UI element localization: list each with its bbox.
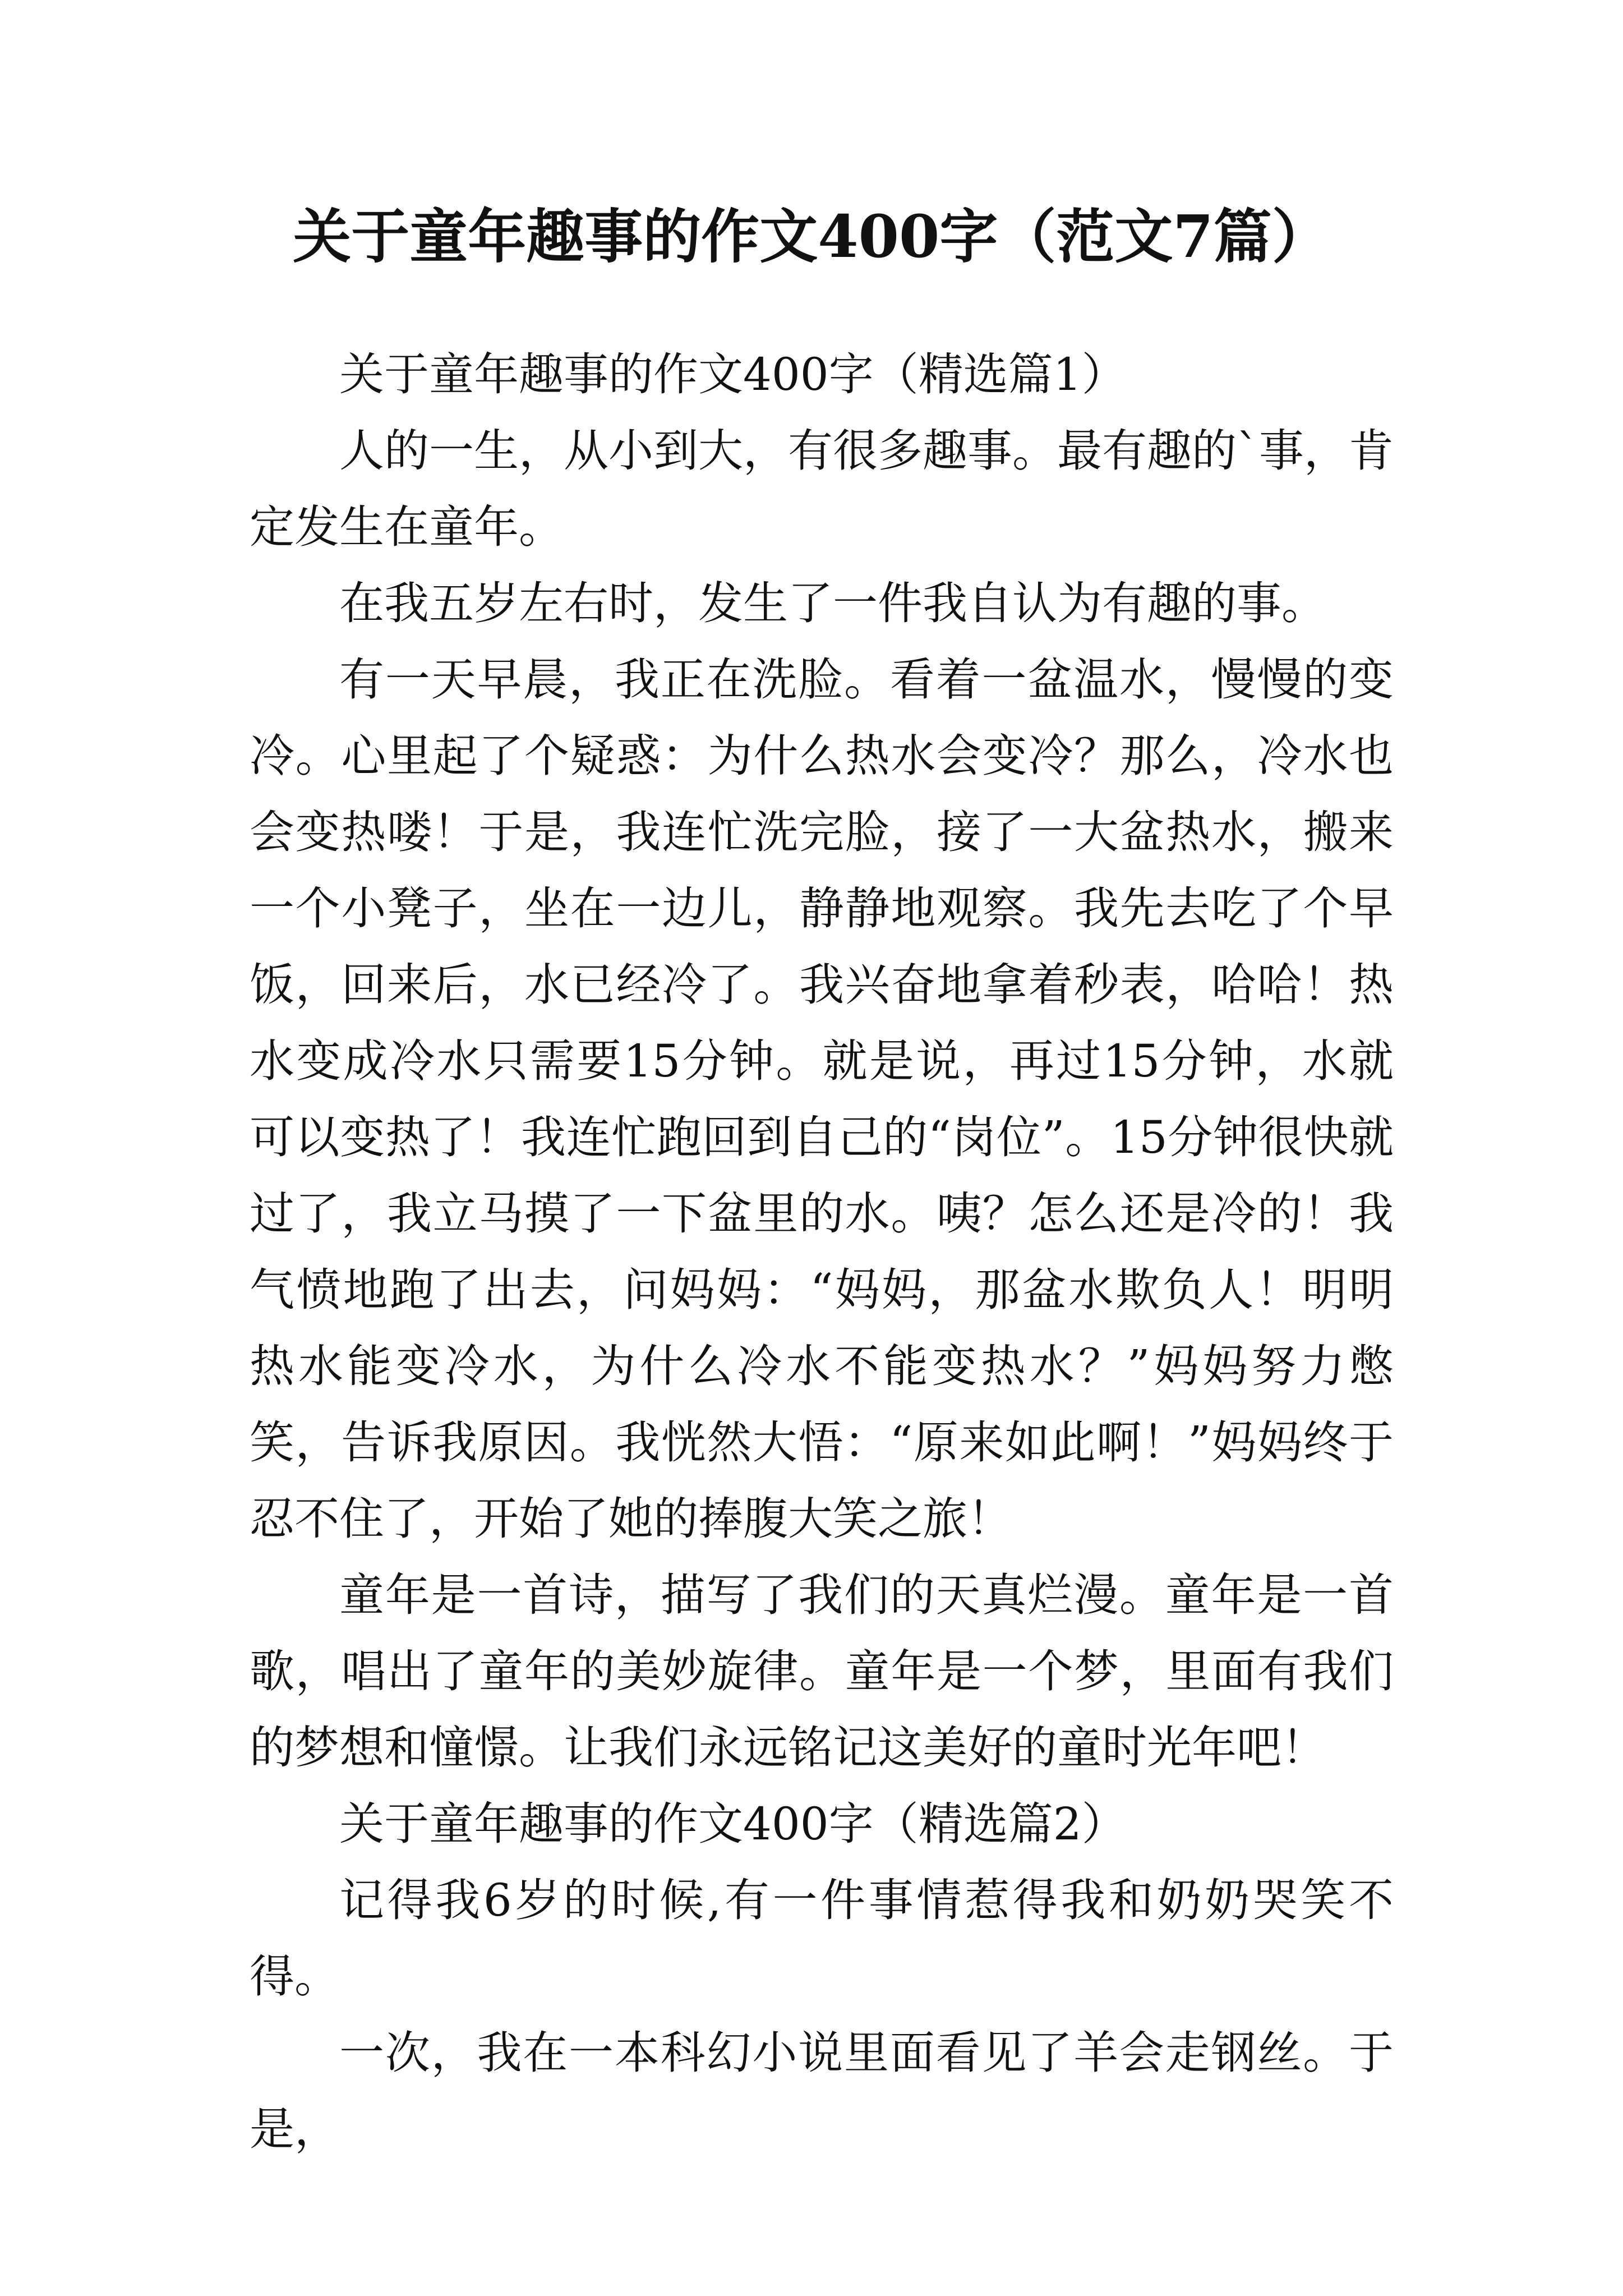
paragraph: 记得我6岁的时候,有一件事情惹得我和奶奶哭笑不得。 [250, 1874, 1394, 2003]
document-body [250, 337, 1394, 2168]
paragraph: 有一天早晨，我正在洗脸。看着一盆温水，慢慢的变冷。心里起了个疑惑：为什么热水会变冷？那么，冷水也会变热喽！于是，我连忙洗完脸，接了一大盆热水，搬来一个小凳子，坐在一边儿，静静地观察。我先去吃了个早饭，回来后，水已经冷了。我兴奋地拿着秒表，哈哈！热水变成冷水只需要15分钟。就是说，再过15分钟，水就可以变热了！我连忙跑回到自己的“岗位”。15分钟很快就过了，我立马摸了一下盆里的水。咦？怎么还是冷的！我气愤地跑了出去，问妈妈：“妈妈，那盆水欺负人！明明热水能变冷水，为什么冷水不能变热水？”妈妈努力憋笑，告诉我原因。我恍然大悟：“原来如此啊！”妈妈终于忍不住了，开始了她的捧腹大笑之旅！ [250, 654, 1394, 1545]
document-title: 关于童年趣事的作文400字（范文7篇） [293, 202, 1330, 271]
section-heading-1: 关于童年趣事的作文400字（精选篇1） [339, 348, 1127, 401]
paragraph: 在我五岁左右时，发生了一件我自认为有趣的事。 [339, 577, 1326, 629]
section-heading-2: 关于童年趣事的作文400字（精选篇2） [339, 1798, 1127, 1850]
paragraph: 童年是一首诗，描写了我们的天真烂漫。童年是一首歌，唱出了童年的美妙旋律。童年是一个梦，里面有我们的梦想和憧憬。让我们永远铭记这美好的童时光年吧！ [250, 1569, 1394, 1774]
paragraph: 一次，我在一本科幻小说里面看见了羊会走钢丝。于是， [250, 2027, 1394, 2155]
paragraph: 人的一生，从小到大，有很多趣事。最有趣的`事，肯定发生在童年。 [250, 425, 1394, 553]
